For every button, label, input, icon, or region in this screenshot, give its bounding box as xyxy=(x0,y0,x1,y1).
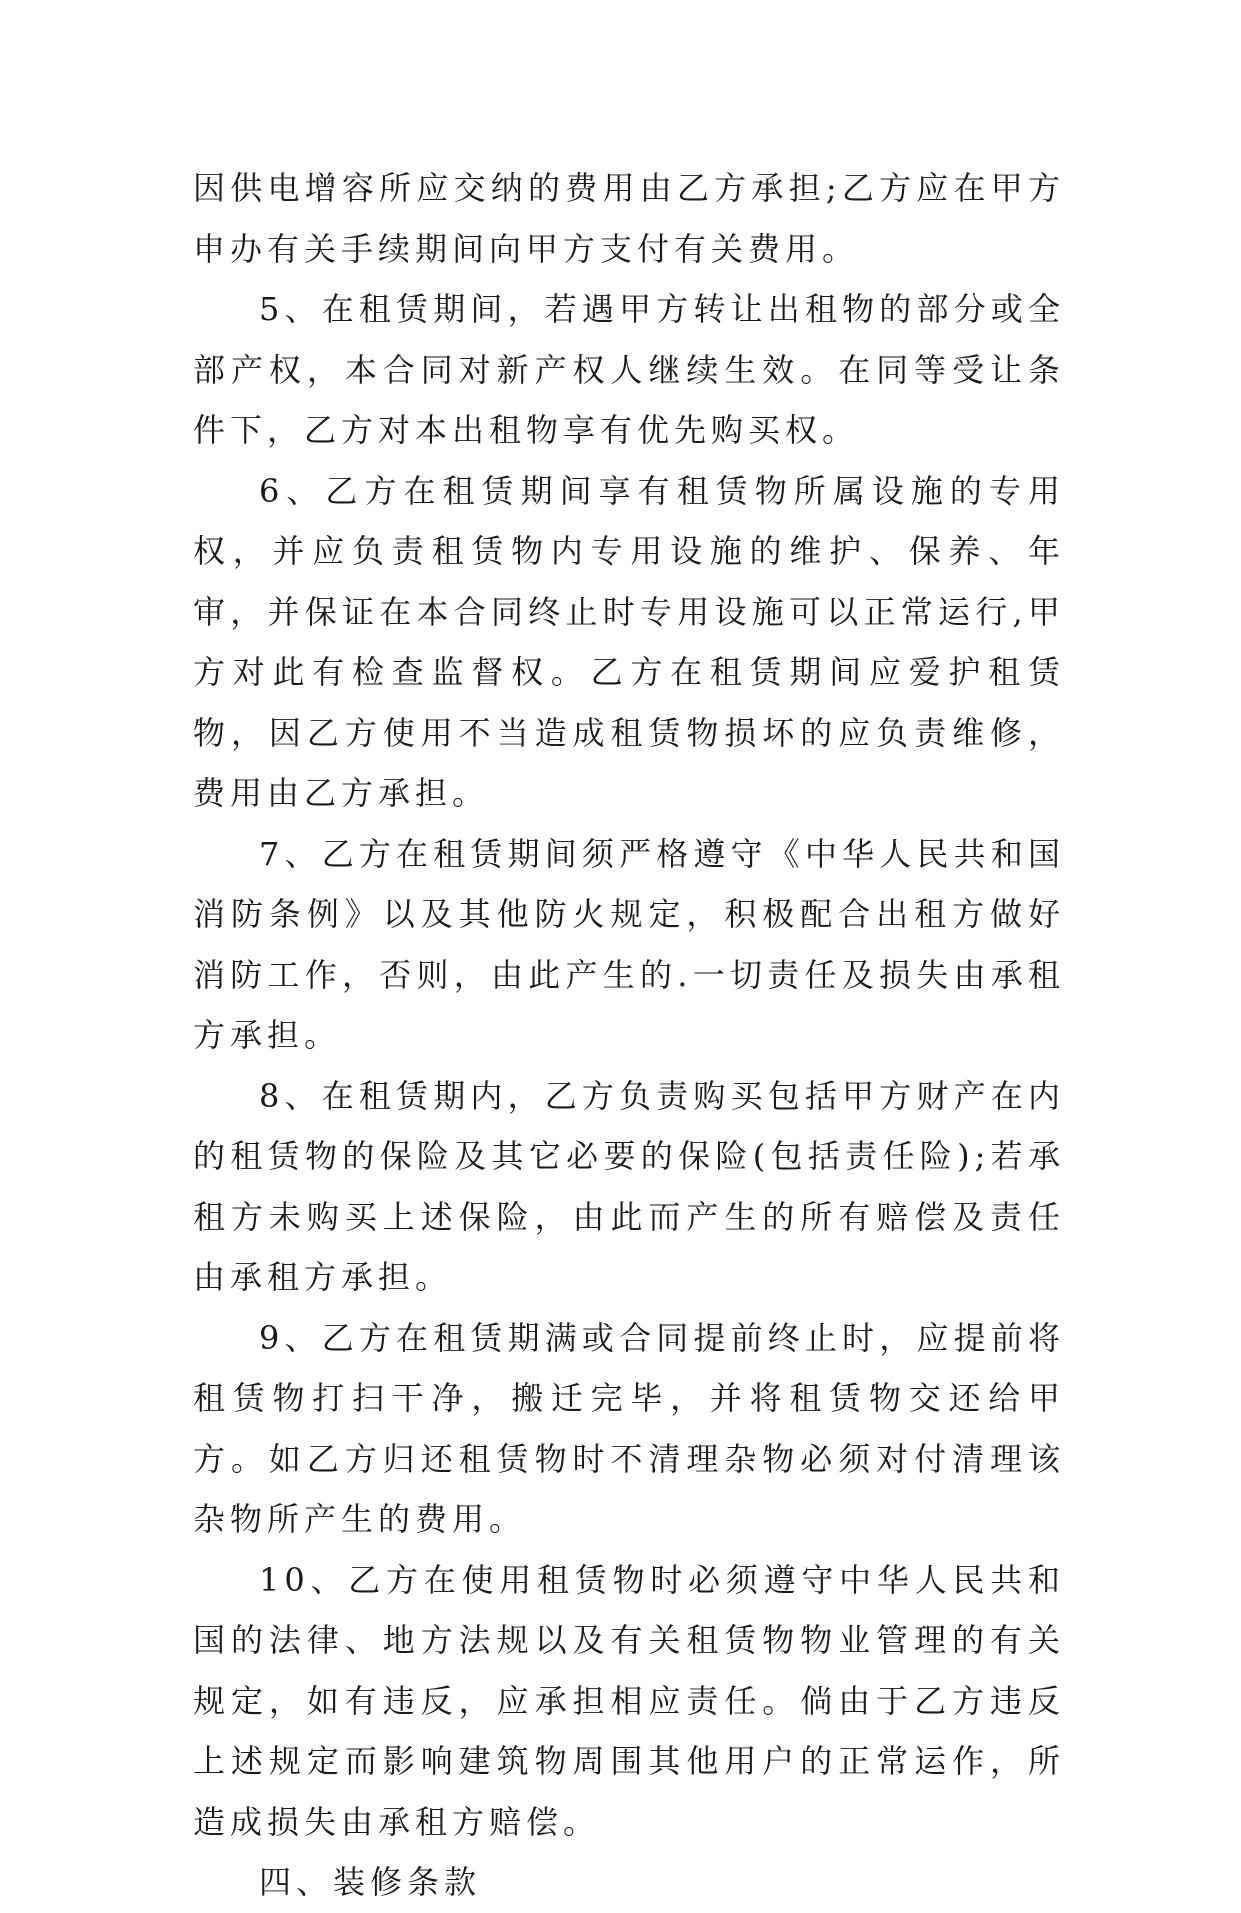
paragraph-continuation: 因供电增容所应交纳的费用由乙方承担;乙方应在甲方申办有关手续期间向甲方支付有关费用。 xyxy=(193,169,1065,268)
section-heading-4: 四、装修条款 xyxy=(259,1863,482,1901)
clause-9: 9、乙方在租赁期满或合同提前终止时，应提前将租赁物打扫干净，搬迁完毕，并将租赁物交还给甲方。如乙方归还租赁物时不清理杂物必须对付清理该杂物所产生的费用。 xyxy=(193,1318,1065,1538)
clause-6: 6、乙方在租赁期间享有租赁物所属设施的专用权，并应负责租赁物内专用设施的维护、保养、年审，并保证在本合同终止时专用设施可以正常运行,甲方对此有检查监督权。乙方在租赁期间应爱护租赁物，因乙方使用不当造成租赁物损坏的应负责维修，费用由乙方承担。 xyxy=(193,471,1065,812)
clause-7: 7、乙方在租赁期间须严格遵守《中华人民共和国消防条例》以及其他防火规定，积极配合出租方做好消防工作，否则，由此产生的.一切责任及损失由承租方承担。 xyxy=(193,834,1065,1054)
clause-5: 5、在租赁期间，若遇甲方转让出租物的部分或全部产权，本合同对新产权人继续生效。在同等受让条件下，乙方对本出租物享有优先购买权。 xyxy=(193,290,1065,449)
clause-10: 10、乙方在使用租赁物时必须遵守中华人民共和国的法律、地方法规以及有关租赁物物业管理的有关规定，如有违反，应承担相应责任。倘由于乙方违反上述规定而影响建筑物周围其他用户的正常运作，所造成损失由承租方赔偿。 xyxy=(193,1560,1065,1841)
contract-body xyxy=(193,158,1065,1913)
clause-8: 8、在租赁期内，乙方负责购买包括甲方财产在内的租赁物的保险及其它必要的保险(包括责任险);若承租方未购买上述保险，由此而产生的所有赔偿及责任由承租方承担。 xyxy=(193,1076,1065,1296)
